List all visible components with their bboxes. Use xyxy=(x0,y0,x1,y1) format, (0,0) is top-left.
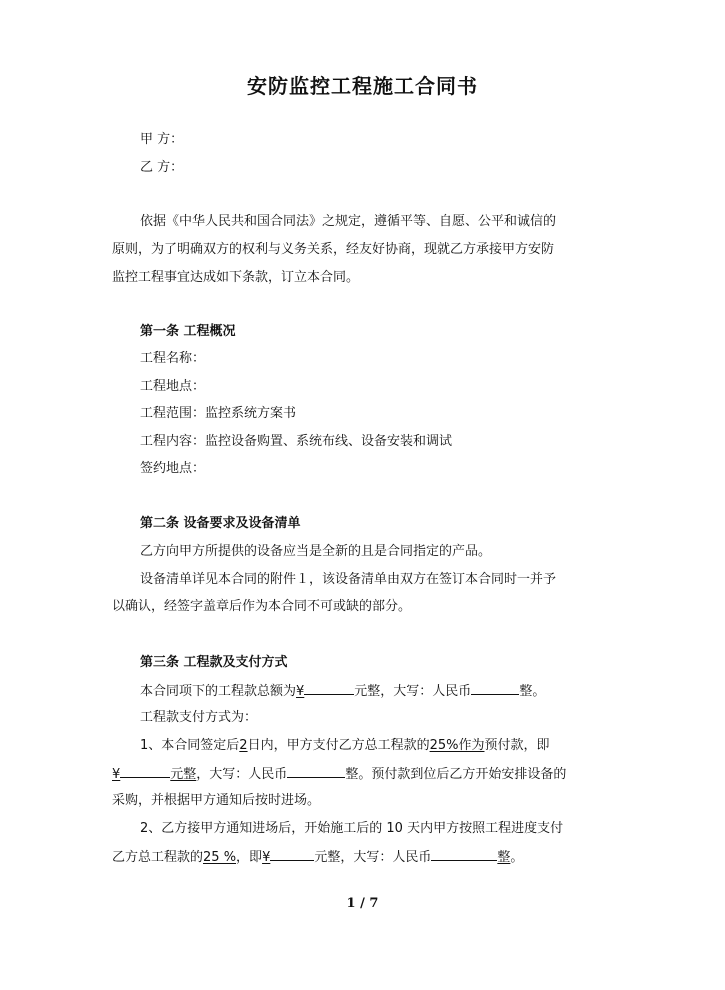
party-a-line: 甲 方： xyxy=(140,132,184,147)
total-amount-blank xyxy=(304,681,354,695)
total-words-blank xyxy=(471,681,519,695)
total-text-a: 本合同项下的工程款总额为 xyxy=(140,684,297,699)
article-3-heading: 第三条 工程款及支付方式 xyxy=(140,655,288,670)
p1-text-f: ，大写：人民币 xyxy=(196,767,288,782)
p1-words-blank xyxy=(287,764,345,778)
p2-words-blank xyxy=(431,847,497,861)
p1-amount-blank xyxy=(120,764,170,778)
payment-2-line-2 xyxy=(112,847,523,867)
article-2-line-1: 乙方向甲方所提供的设备应当是全新的且是合同指定的产品。 xyxy=(140,544,492,559)
payment-1-line-2 xyxy=(112,764,566,784)
p2-amount-blank xyxy=(270,847,314,861)
project-scope-line: 工程范围：监控系统方案书 xyxy=(140,406,297,421)
total-amount-line xyxy=(140,681,545,701)
p1-text-a: 1、本合同签定后 xyxy=(140,738,240,753)
payment-2-line-1: 2、乙方接甲方通知进场后，开始施工后的 10 天内甲方按照工程进度支付 xyxy=(140,821,564,836)
p2-text-b: 乙方总工程款的 xyxy=(112,850,204,865)
page-number: 1 / 7 xyxy=(346,896,379,911)
preamble-line-2: 原则，为了明确双方的权利与义务关系，经友好协商，现就乙方承接甲方安防 xyxy=(112,242,555,257)
payment-1-line-3: 采购，并根据甲方通知后按时进场。 xyxy=(112,793,321,808)
article-2-line-3: 以确认，经签字盖章后作为本合同不可或缺的部分。 xyxy=(112,599,412,614)
p2-percent: 25 % xyxy=(203,850,237,865)
party-b-line: 乙 方： xyxy=(140,160,184,175)
total-text-d: 整。 xyxy=(519,684,546,699)
document-title: 安防监控工程施工合同书 xyxy=(247,74,478,98)
project-location-line: 工程地点： xyxy=(140,379,206,394)
preamble-line-1: 依据《中华人民共和国合同法》之规定，遵循平等、自愿、公平和诚信的 xyxy=(140,214,557,229)
project-content-line: 工程内容：监控设备购置、系统布线、设备安装和调试 xyxy=(140,434,453,449)
p2-text-e: 元整，大写：人民币 xyxy=(314,850,432,865)
p1-days: 2 xyxy=(239,738,248,753)
p2-text-g: 。 xyxy=(510,850,524,865)
signing-location-line: 签约地点： xyxy=(140,461,206,476)
p2-text-f: 整 xyxy=(497,850,511,865)
p2-yuan-symbol: ¥ xyxy=(262,850,271,865)
article-2-line-2: 设备清单详见本合同的附件１，该设备清单由双方在签订本合同时一并予 xyxy=(140,572,557,587)
p1-text-b: 日内，甲方支付乙方总工程款的 xyxy=(247,738,430,753)
preamble-line-3: 监控工程事宜达成如下条款，订立本合同。 xyxy=(112,270,360,285)
payment-1-line-1 xyxy=(140,737,550,755)
total-yuan-symbol: ¥ xyxy=(296,684,305,699)
p1-yuan-symbol: ¥ xyxy=(112,767,121,782)
payment-method-line: 工程款支付方式为： xyxy=(140,710,258,725)
article-1-heading: 第一条 工程概况 xyxy=(140,324,236,339)
article-2-heading: 第二条 设备要求及设备清单 xyxy=(140,516,301,531)
p1-text-g: 整。预付款到位后乙方开始安排设备的 xyxy=(345,767,567,782)
project-name-line: 工程名称： xyxy=(140,351,206,366)
p1-text-e: 元整 xyxy=(170,767,197,782)
p1-text-c: 预付款，即 xyxy=(484,738,550,753)
total-text-c: 元整，大写：人民币 xyxy=(354,684,472,699)
p2-text-c: ，即 xyxy=(236,850,263,865)
p1-percent: 25%作为 xyxy=(429,738,485,753)
